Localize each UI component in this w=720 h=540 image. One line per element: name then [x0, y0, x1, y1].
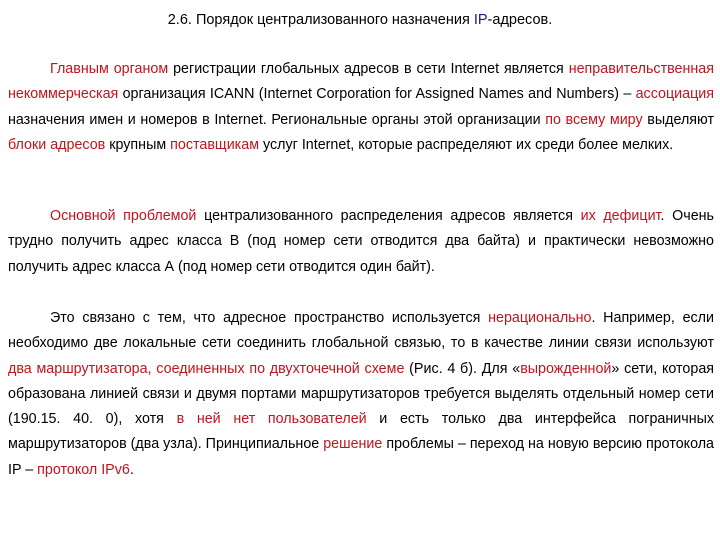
section-heading	[0, 11, 720, 29]
paragraph-deficit	[8, 204, 714, 280]
highlighted-term: неправительственная некоммерческая	[8, 61, 714, 103]
paragraph-text: .	[129, 461, 134, 478]
paragraph-text: выделяют	[642, 111, 714, 128]
paragraph-text: централизованного распределения адресов является	[196, 208, 581, 224]
paragraph-text: Это связано с тем, что адресное пространство используется	[50, 310, 489, 326]
highlighted-term: решение	[323, 436, 383, 453]
highlighted-term: по всему миру	[545, 111, 643, 128]
highlighted-term: нерационально	[488, 310, 592, 326]
highlighted-term: Главным органом	[50, 61, 169, 77]
highlighted-term: ассоциация	[635, 86, 714, 103]
highlighted-term: вырожденной	[520, 360, 612, 377]
paragraph-text: . Очень трудно получить адрес класса В (под номер сети отводится два байта) и практически невозможно получить адрес класса А (под номер сети отводится один байт).	[8, 208, 714, 275]
highlighted-term: блоки адресов	[8, 136, 106, 153]
paragraph-text: проблемы – переход на новую версию протокола IP –	[8, 436, 715, 478]
highlighted-term: два маршрутизатора, соединенных по двухточечной схеме	[8, 360, 405, 377]
highlighted-term: протокол IPv6	[37, 461, 130, 478]
highlighted-term: поставщикам	[170, 136, 260, 153]
paragraph-text: » сети, которая образована линией связи и двумя портами маршрутизаторов требуется выделять отдельный номер сети (190.15. 40. 0), хотя	[8, 360, 715, 428]
highlighted-term: в ней нет пользователей	[176, 411, 367, 428]
paragraph-text: и есть только два интерфейса пограничных маршрутизаторов (два узла). Принципиальное	[8, 411, 715, 453]
heading-ip: IP	[473, 12, 488, 28]
paragraph-text: . Например, если необходимо две локальные сети соединить глобальной связью, то в качестве линии связи используют	[8, 310, 714, 352]
highlighted-term: их дефицит	[580, 208, 661, 224]
highlighted-term: Основной проблемой	[50, 208, 197, 224]
paragraph-text: услуг Internet, которые распределяют их среди более мелких.	[259, 136, 674, 153]
paragraph-text: организация ICANN (Internet Corporation for Assigned Names and Numbers) –	[118, 86, 636, 103]
paragraph-text: регистрации глобальных адресов в сети Internet является	[168, 61, 569, 77]
heading-suffix: -адресов.	[487, 12, 553, 28]
heading-prefix: 2.6. Порядок централизованного назначения	[167, 12, 474, 28]
paragraph-text: назначения имен и номеров в Internet. Региональные органы этой организации	[8, 111, 546, 128]
paragraph-text: (Рис. 4 б). Для «	[404, 360, 521, 377]
paragraph-icann	[8, 57, 714, 158]
paragraph-inefficiency	[8, 306, 714, 483]
paragraph-text: крупным	[105, 136, 171, 153]
